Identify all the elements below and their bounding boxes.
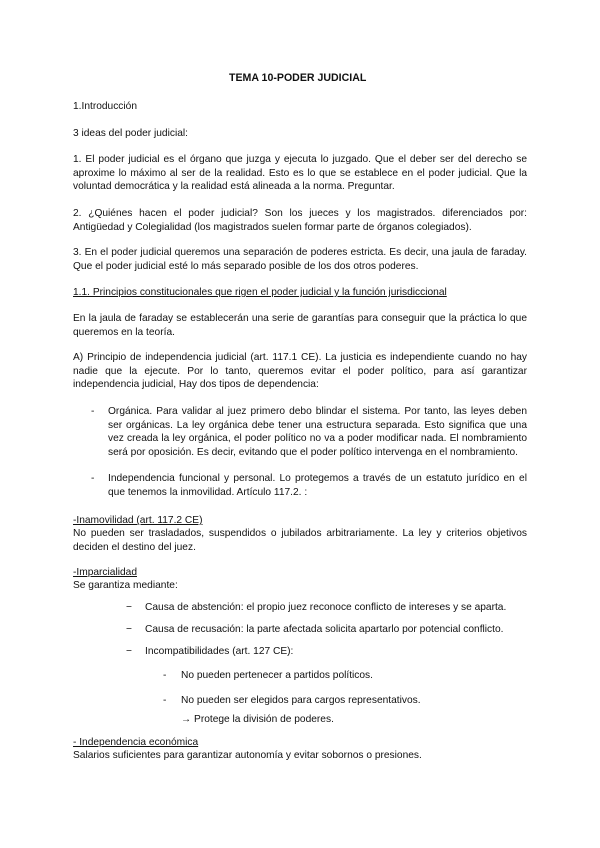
imparcialidad-intro: Se garantiza mediante: [73, 580, 178, 591]
section-1-1-heading: 1.1. Principios constitucionales que rigen el poder judicial y la función jurisdiccional [73, 287, 447, 298]
list-dash: − [126, 624, 132, 635]
item-recusacion: Causa de recusación: la parte afectada solicita apartarlo por potencial conflicto. [145, 624, 504, 635]
bullet-dash: - [91, 406, 95, 417]
bullet-dash: - [91, 473, 95, 484]
list-dash: − [126, 602, 132, 613]
sub-item-partidos: No pueden pertenecer a partidos políticos. [181, 670, 373, 681]
principle-a-paragraph: A) Principio de independencia judicial (art. 117.1 CE). La justicia es independiente cuando no hay nadie que la ejecute. Por lo tanto, queremos evitar el poder político, para así garantizar independencia judicial, Hay dos tipos de dependencia: [73, 352, 527, 390]
idea-2-paragraph: 2. ¿Quiénes hacen el poder judicial? Son los jueces y los magistrados. diferenciados por: Antigüedad y Colegialidad (los magistrados suelen formar parte de órganos colegiados). [73, 208, 527, 233]
intro-heading: 1.Introducción [73, 101, 137, 112]
imparcialidad-heading: -Imparcialidad [73, 567, 137, 578]
independencia-economica-text: Salarios suficientes para garantizar autonomía y evitar sobornos o presiones. [73, 750, 422, 761]
sub-item-division: → Protege la división de poderes. [181, 714, 334, 725]
list-dash: − [126, 646, 132, 657]
sub-list-dash: - [163, 670, 167, 681]
three-ideas-line: 3 ideas del poder judicial: [73, 128, 188, 139]
bullet-funcional: Independencia funcional y personal. Lo protegemos a través de un estatuto jurídico en el que tenemos la inmovilidad. Artículo 117.2. : [108, 473, 527, 498]
idea-1-paragraph: 1. El poder judicial es el órgano que juzga y ejecuta lo juzgado. Que el deber ser del derecho se aproxime lo máximo al ser de la realidad. Esto es lo que se establece en el poder judicial. Que la voluntad democrática y la realidad está alineada a la norma. Preguntar. [73, 154, 527, 192]
inamovilidad-heading: -Inamovilidad (art. 117.2 CE) [73, 515, 203, 526]
independencia-economica-heading: - Independencia económica [73, 737, 199, 748]
item-abstencion: Causa de abstención: el propio juez reconoce conflicto de intereses y se aparta. [145, 602, 507, 613]
bullet-organica: Orgánica. Para validar al juez primero debo blindar el sistema. Por tanto, las leyes deben ser orgánicas. La ley orgánica debe tener una estructura separada. Esto significa que una vez creada la ley orgánica, el poder político no va a poder modificar nada. El nombramiento será por oposición. Es decir, evitando que el poder político intervenga en el nombramiento. [108, 406, 527, 458]
sub-item-cargos: No pueden ser elegidos para cargos representativos. [181, 695, 421, 706]
document-title: TEMA 10-PODER JUDICIAL [229, 72, 367, 84]
sub-list-dash: - [163, 695, 167, 706]
idea-3-paragraph: 3. En el poder judicial queremos una separación de poderes estricta. Es decir, una jaula de faraday. Que el poder judicial esté lo más separado posible de los dos otros poderes. [73, 247, 527, 272]
item-incompatibilidades: Incompatibilidades (art. 127 CE): [145, 646, 294, 657]
inamovilidad-text: No pueden ser trasladados, suspendidos o jubilados arbitrariamente. La ley y criterios objetivos deciden el destino del juez. [73, 528, 527, 553]
faraday-paragraph: En la jaula de faraday se establecerán una serie de garantías para conseguir que la práctica lo que queremos en la teoría. [73, 313, 527, 338]
